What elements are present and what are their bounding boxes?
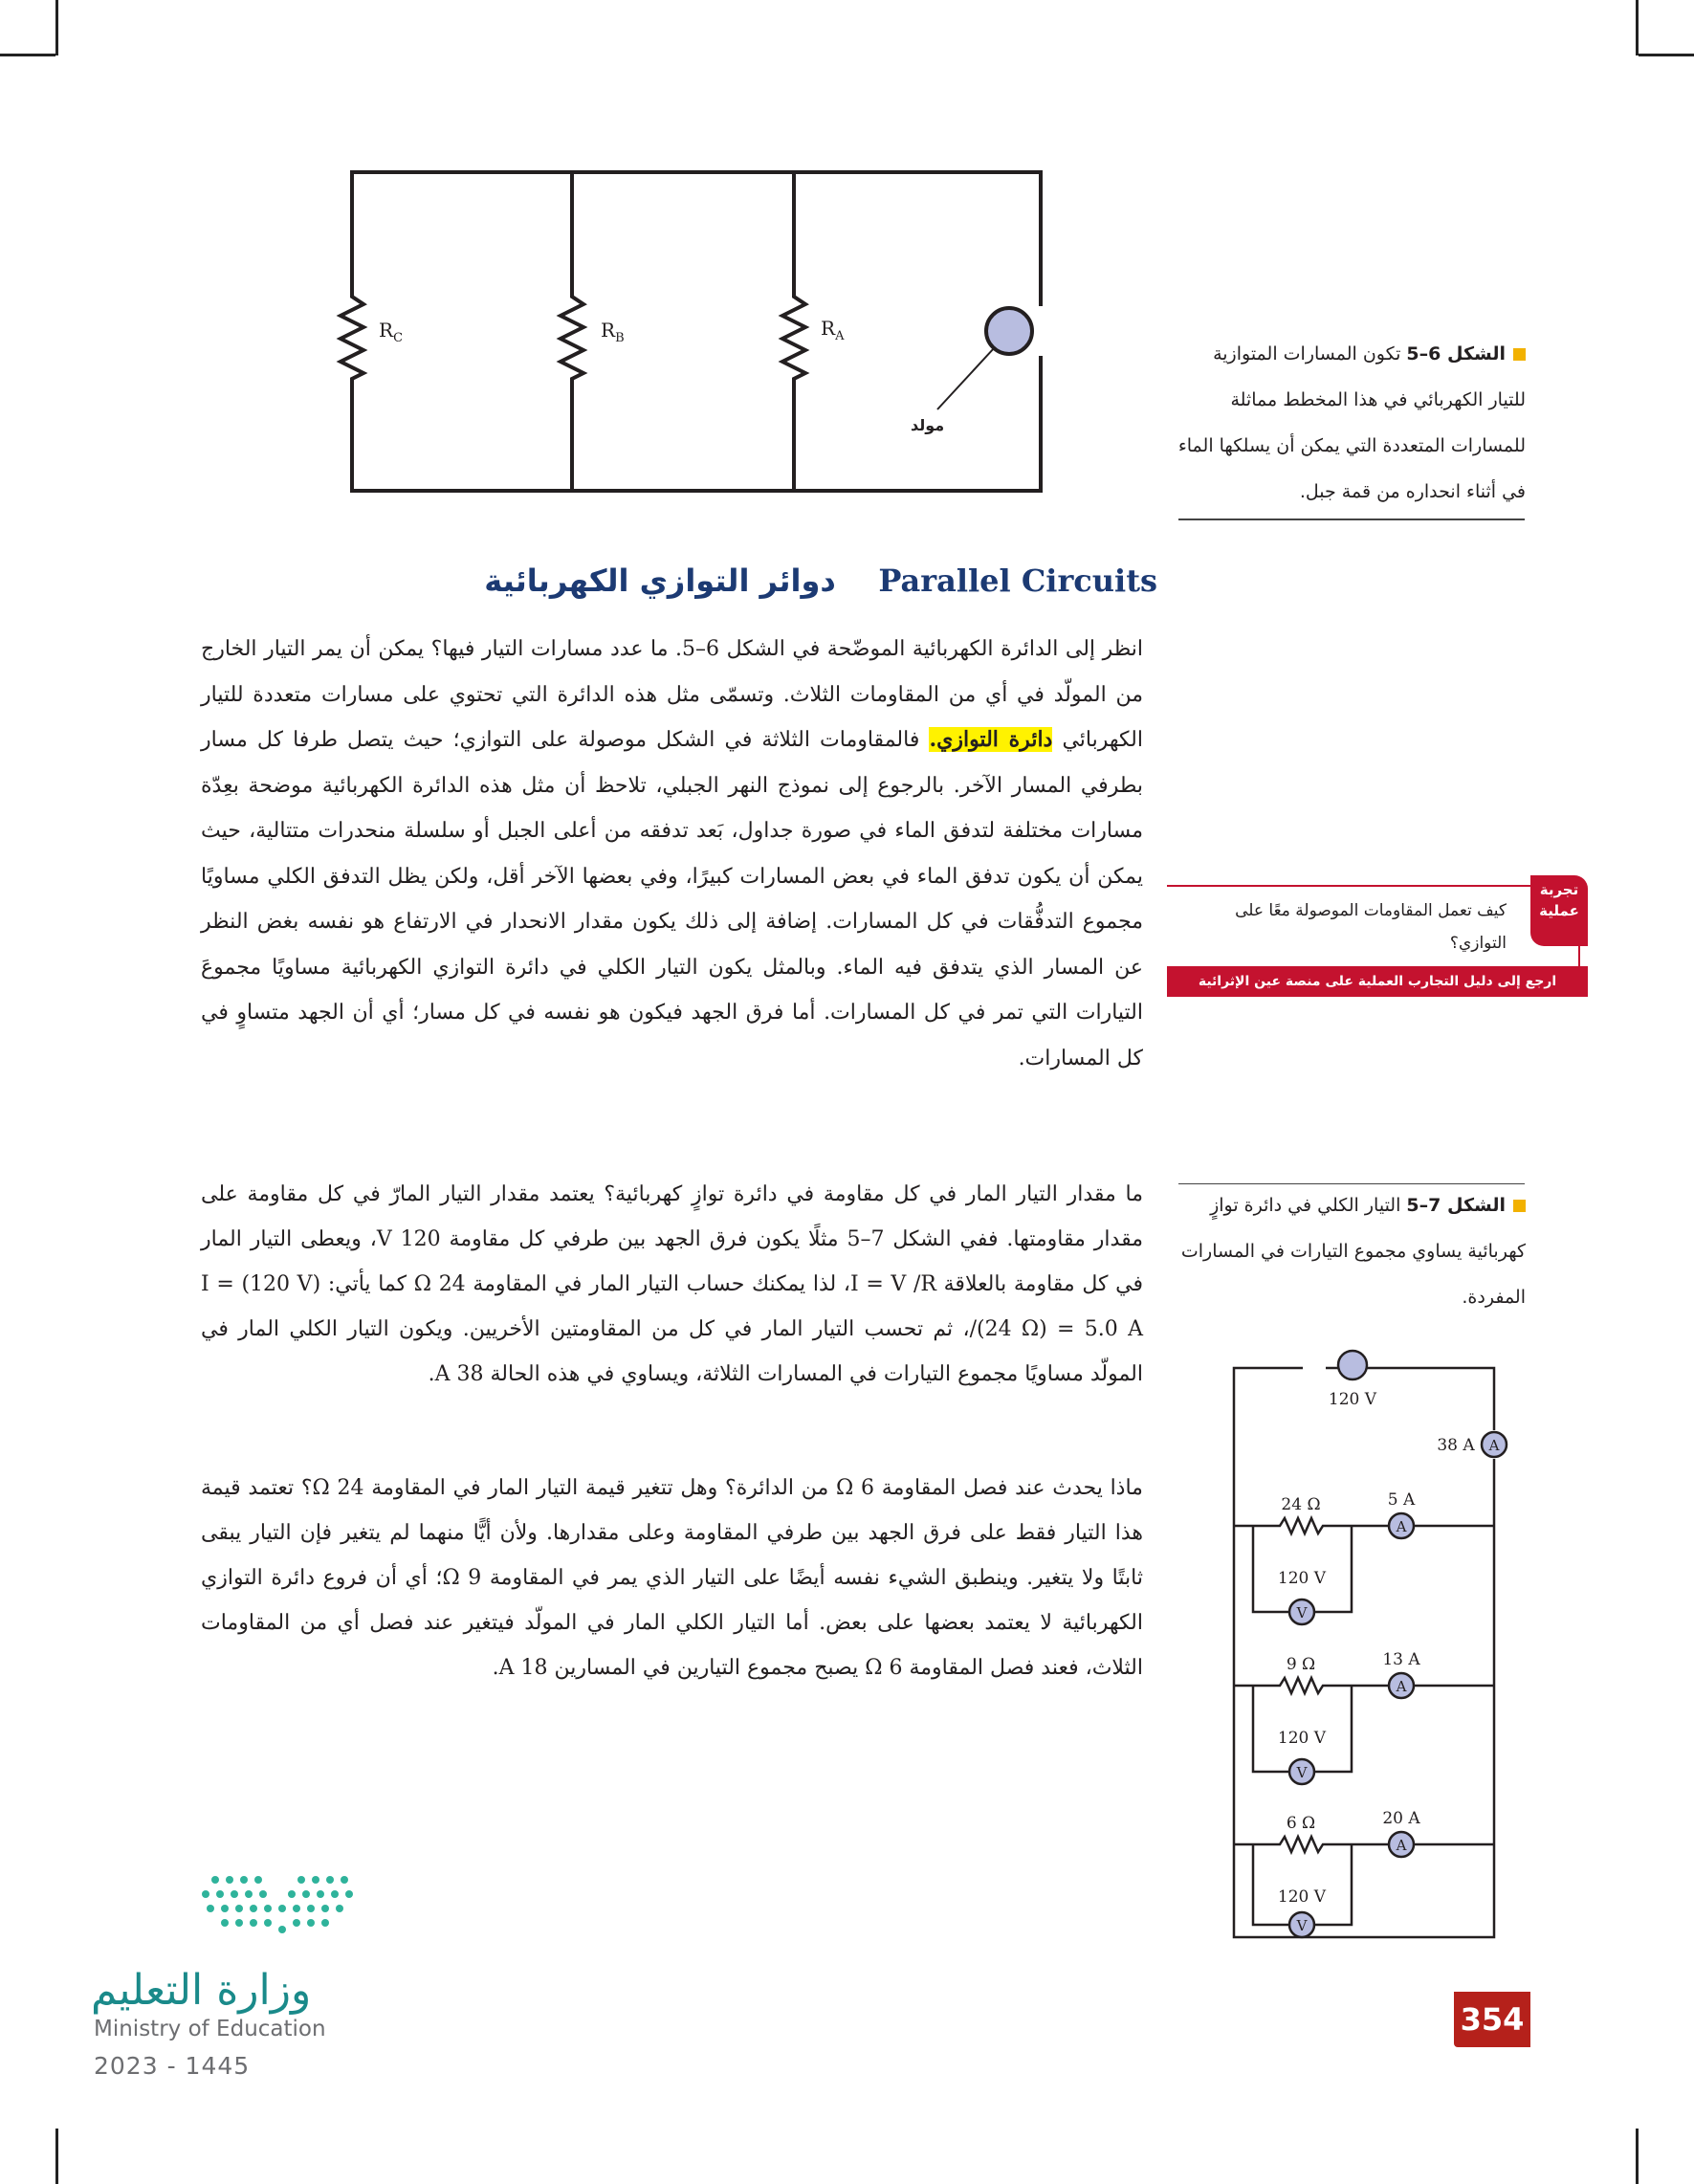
section-title [421, 563, 1157, 610]
figure-5-7-caption [1177, 1182, 1526, 1320]
total-current-label: 38 A [1437, 1436, 1475, 1455]
edition-year: 2023 - 1445 [94, 2052, 251, 2080]
crop-mark [1636, 0, 1639, 55]
current-label-3: 20 A [1382, 1809, 1420, 1828]
voltage-label-1: 120 V [1277, 1569, 1327, 1588]
figure-5-6-caption [1177, 331, 1526, 515]
page-number: 354 [1454, 1992, 1530, 2047]
voltage-label-3: 120 V [1277, 1887, 1327, 1907]
paragraph-3: ماذا يحدث عند فصل المقاومة 6 Ω من الدائرة؟ وهل تتغير قيمة التيار المار في المقاومة 24 Ω؟ تعتمد قيمة هذا التيار فقط على فرق الجهد بين طرفي المقاومة وعلى مقدارها. ولأن أيًّا منهما لم يتغير فإن التيار يبقى ثابتًا ولا يتغير. وينطبق الشيء نفسه أيضًا على التيار الذي يمر في المقاومة 9 Ω؛ أي أن فروع دائرة التوازي الكهربائية لا يعتمد بعضها على بعض. أما التيار الكلي المار في المولّد فيتغير عند فصل أي من المقاومات الثلاث، فعند فصل المقاومة 6 Ω يصبح مجموع التيارين في المسارين 18 A. [201, 1476, 1143, 1680]
source-symbol [1338, 1351, 1367, 1379]
crop-mark [1639, 54, 1694, 56]
parallel-circuit-currents-diagram [1215, 1339, 1521, 1952]
resistor-a-label: $R_A$ [821, 317, 845, 343]
caption-marker [1513, 348, 1526, 361]
ministry-name-english: Ministry of Education [94, 2017, 326, 2041]
paragraph-1-before: انظر إلى الدائرة الكهربائية الموضّحة في الشكل 6–5. ما عدد مسارات التيار فيها؟ يمكن أن يمر التيار الخارج من المولّد في أي من المقاومات الثلاث. وتسمّى مثل هذه الدائرة التي تحتوي على مسارات متعددة للتيار الكهربائي [201, 637, 1143, 752]
generator-label: مولد [911, 416, 945, 434]
caption-divider [1178, 1183, 1525, 1184]
resistor-b-label: $R_B$ [601, 319, 625, 345]
meter-symbol: V [1296, 1604, 1308, 1621]
experiment-question-box [1167, 885, 1580, 970]
crop-mark [55, 2129, 58, 2184]
meter-symbol: A [1396, 1518, 1407, 1535]
paragraph-1 [201, 627, 1143, 1081]
section-title-english: Parallel Circuits [878, 563, 1157, 599]
caption-divider [1178, 518, 1525, 520]
voltage-label-2: 120 V [1277, 1729, 1327, 1748]
crop-mark [55, 0, 58, 55]
caption-label: الشكل 6–5 [1406, 343, 1506, 364]
paragraph-1-after: فالمقاومات الثلاثة في الشكل موصولة على التوازي؛ حيث يتصل طرفا كل مسار بطرفي المسار الآخر. بالرجوع إلى نموذج النهر الجبلي، تلاحظ أن مثل هذه الدائرة الكهربائية موضحة بعِدّة مسارات مختلفة لتدفق الماء في صورة جداول، بَعد تدفقه من أعلى الجبل أو سلسلة منحدرات متتالية، حيث يمكن أن يكون تدفق الماء في بعض المسارات كبيرًا، وفي بعضها الآخر أقل، ولكن يظل التدفق الكلي مساويًا مجموع التدفُّقات في كل المسارات. إضافة إلى ذلك يكون مقدار الانحدار في الارتفاع هو نفسه بغض النظر عن المسار الذي يتدفق فيه الماء. وبالمثل يكون التيار الكلي في دائرة التوازي الكهربائية مساويًا مجموعَ التيارات التي تمر في كل المسارات. أما فرق الجهد فيكون هو نفسه في كل مسار؛ أي أن الجهد متساوٍ في كل المسارات. [201, 728, 1144, 1070]
resistance-label-3: 6 Ω [1286, 1814, 1316, 1833]
current-label-1: 5 A [1387, 1490, 1416, 1510]
experiment-badge: تجربة عملية [1530, 875, 1588, 946]
meter-symbol: A [1396, 1837, 1407, 1854]
resistance-label-1: 24 Ω [1281, 1495, 1321, 1514]
crop-mark [0, 54, 55, 56]
term-parallel-circuit: دائرة التوازي. [929, 727, 1053, 752]
source-voltage-label: 120 V [1328, 1390, 1377, 1409]
current-label-2: 13 A [1382, 1650, 1420, 1669]
caption-label: الشكل 7–5 [1406, 1195, 1506, 1216]
paragraph-2: ما مقدار التيار المار في كل مقاومة في دائرة توازٍ كهربائية؟ يعتمد مقدار التيار المارّ في كل مقاومة على مقدار مقاومتها. ففي الشكل 7–5 مثلًا يكون فرق الجهد بين طرفي كل مقاومة 120 V، ويعطى التيار المار في كل مقاومة بالعلاقة I = V /R، لذا يمكنك حساب التيار المار في المقاومة 24 Ω كما يأتي: I = (120 V) /(24 Ω) = 5.0 A، ثم تحسب التيار المار في كل من المقاومتين الأخريين. ويكون التيار الكلي المار في المولّد مساويًا مجموع التيارات في المسارات الثلاثة، ويساوي في هذه الحالة 38 A. [201, 1182, 1144, 1386]
section-title-arabic: دوائر التوازي الكهربائية [484, 563, 836, 599]
resistor-c-label: $R_C$ [379, 319, 404, 345]
resistance-label-2: 9 Ω [1286, 1655, 1316, 1674]
generator-pointer [937, 347, 995, 409]
crop-mark [1636, 2129, 1639, 2184]
parallel-circuit-diagram [325, 153, 1071, 517]
caption-text: التيار الكلي في دائرة توازٍ كهربائية يساوي مجموع التيارات في المسارات المفردة. [1180, 1195, 1526, 1308]
caption-marker [1513, 1200, 1526, 1212]
caption-text: تكون المسارات المتوازية للتيار الكهربائي في هذا المخطط مماثلة للمسارات المتعددة التي يمكن أن يسلكها الماء في أثناء انحداره من قمة جبل. [1177, 343, 1526, 502]
generator-symbol [986, 308, 1032, 354]
experiment-note[interactable]: ارجع إلى دليل التجارب العملية على منصة عين الإثرائية [1167, 966, 1588, 997]
meter-symbol: V [1296, 1917, 1308, 1934]
experiment-question: كيف تعمل المقاومات الموصولة معًا على التوازي؟ [1235, 901, 1507, 953]
meter-symbol: V [1296, 1764, 1308, 1781]
meter-symbol: A [1488, 1437, 1500, 1454]
ministry-name-arabic: وزارة التعليم [91, 1966, 312, 2015]
meter-symbol: A [1396, 1678, 1407, 1695]
